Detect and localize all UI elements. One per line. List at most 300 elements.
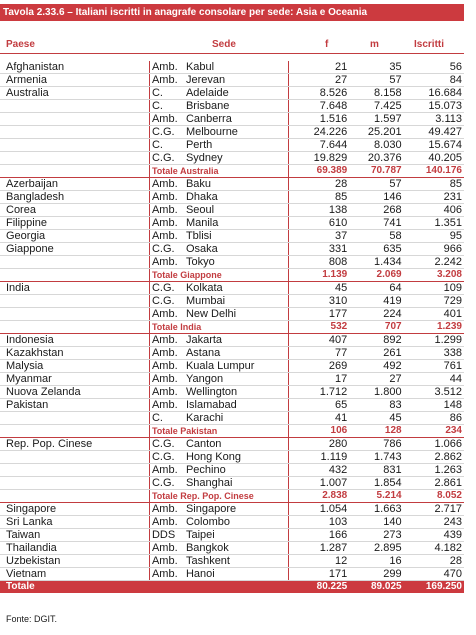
country-cell: Singapore	[0, 503, 149, 516]
f-cell: 69.389	[288, 165, 349, 178]
iscritti-cell: 49.427	[404, 126, 464, 139]
seat-cell	[149, 529, 288, 542]
f-cell: 7.644	[288, 139, 349, 152]
m-cell: 1.663	[349, 503, 403, 516]
m-cell: 741	[349, 217, 403, 230]
m-cell: 786	[349, 438, 403, 451]
seat-name: Dhaka	[185, 191, 218, 203]
subtotal-label: Totale Giappone	[149, 269, 288, 282]
f-cell: 610	[288, 217, 349, 230]
country-cell: Azerbaijan	[0, 178, 149, 191]
f-cell: 138	[288, 204, 349, 217]
seat-cell	[149, 542, 288, 555]
table-row	[0, 113, 464, 126]
subtotal-row	[0, 269, 464, 282]
iscritti-cell: 169.250	[404, 581, 464, 594]
f-cell: 45	[288, 282, 349, 295]
seat-cell	[149, 451, 288, 464]
country-cell	[0, 308, 149, 321]
seat-name: Kuala Lumpur	[185, 360, 255, 372]
seat-cell	[149, 334, 288, 347]
seat-name: Pechino	[185, 464, 226, 476]
m-cell: 5.214	[349, 490, 403, 503]
table-row	[0, 230, 464, 243]
table-row	[0, 243, 464, 256]
seat-name: Perth	[185, 139, 213, 151]
seat-name: Adelaide	[185, 87, 229, 99]
table-row	[0, 87, 464, 100]
table-row	[0, 100, 464, 113]
country-cell	[0, 321, 149, 334]
iscritti-cell: 40.205	[404, 152, 464, 165]
seat-name: Manila	[185, 217, 219, 229]
seat-type: Amb.	[151, 347, 178, 359]
seat-type: Amb.	[151, 542, 178, 554]
table-row	[0, 399, 464, 412]
seat-cell	[149, 100, 288, 113]
iscritti-cell: 86	[404, 412, 464, 425]
seat-name: Taipei	[185, 529, 215, 541]
grand-total-row	[0, 581, 464, 594]
seat-cell	[149, 412, 288, 425]
m-cell: 16	[349, 555, 403, 568]
f-cell: 269	[288, 360, 349, 373]
iscritti-cell: 401	[404, 308, 464, 321]
table-row	[0, 295, 464, 308]
f-cell: 103	[288, 516, 349, 529]
seat-name: Kolkata	[185, 282, 223, 294]
seat-cell	[149, 555, 288, 568]
seat-type: C.G.	[151, 243, 175, 255]
country-cell: Armenia	[0, 74, 149, 87]
f-cell: 12	[288, 555, 349, 568]
iscritti-cell: 231	[404, 191, 464, 204]
country-cell: Pakistan	[0, 399, 149, 412]
m-cell: 7.425	[349, 100, 403, 113]
m-cell: 707	[349, 321, 403, 334]
iscritti-cell: 15.073	[404, 100, 464, 113]
m-cell: 27	[349, 373, 403, 386]
country-cell	[0, 152, 149, 165]
m-cell: 492	[349, 360, 403, 373]
subtotal-row	[0, 321, 464, 334]
m-cell: 224	[349, 308, 403, 321]
seat-type: DDS	[151, 529, 176, 541]
seat-type: Amb.	[151, 230, 178, 242]
seat-type: C.G.	[151, 477, 175, 489]
seat-name: Mumbai	[185, 295, 226, 307]
seat-cell	[149, 438, 288, 451]
iscritti-cell: 761	[404, 360, 464, 373]
seat-name: Astana	[185, 347, 221, 359]
m-cell: 2.069	[349, 269, 403, 282]
f-cell: 41	[288, 412, 349, 425]
country-cell	[0, 113, 149, 126]
seat-cell	[149, 243, 288, 256]
table-row	[0, 373, 464, 386]
m-cell: 268	[349, 204, 403, 217]
seat-cell	[149, 204, 288, 217]
subtotal-label: Totale Rep. Pop. Cinese	[149, 490, 288, 503]
f-cell: 24.226	[288, 126, 349, 139]
iscritti-cell: 56	[404, 61, 464, 74]
seat-name: Islamabad	[185, 399, 237, 411]
m-cell: 1.854	[349, 477, 403, 490]
seat-cell	[149, 230, 288, 243]
country-cell	[0, 126, 149, 139]
seat-cell	[149, 399, 288, 412]
table-row	[0, 555, 464, 568]
iscritti-cell: 1.299	[404, 334, 464, 347]
country-cell: Thailandia	[0, 542, 149, 555]
country-cell: Filippine	[0, 217, 149, 230]
country-cell: Myanmar	[0, 373, 149, 386]
country-cell	[0, 165, 149, 178]
seat-name: Jerevan	[185, 74, 226, 86]
f-cell: 1.139	[288, 269, 349, 282]
seat-cell	[149, 373, 288, 386]
seat-cell	[149, 464, 288, 477]
country-cell	[0, 139, 149, 152]
m-cell: 892	[349, 334, 403, 347]
seat-type: Amb.	[151, 178, 178, 190]
iscritti-cell: 729	[404, 295, 464, 308]
seat-name: Bangkok	[185, 542, 229, 554]
iscritti-cell: 2.862	[404, 451, 464, 464]
iscritti-cell: 3.512	[404, 386, 464, 399]
m-cell: 25.201	[349, 126, 403, 139]
seat-name: Canberra	[185, 113, 232, 125]
iscritti-cell: 148	[404, 399, 464, 412]
iscritti-cell: 1.239	[404, 321, 464, 334]
f-cell: 1.516	[288, 113, 349, 126]
seat-type: Amb.	[151, 191, 178, 203]
f-cell: 77	[288, 347, 349, 360]
f-cell: 7.648	[288, 100, 349, 113]
seat-cell	[149, 256, 288, 269]
seat-type: Amb.	[151, 464, 178, 476]
country-cell	[0, 425, 149, 438]
country-cell: Taiwan	[0, 529, 149, 542]
table-row	[0, 542, 464, 555]
country-cell: Kazakhstan	[0, 347, 149, 360]
seat-type: C.G.	[151, 451, 175, 463]
seat-name: Tblisi	[185, 230, 212, 242]
f-cell: 310	[288, 295, 349, 308]
m-cell: 57	[349, 178, 403, 191]
country-cell: Georgia	[0, 230, 149, 243]
f-cell: 19.829	[288, 152, 349, 165]
seat-type: Amb.	[151, 555, 178, 567]
iscritti-cell: 84	[404, 74, 464, 87]
seat-name: Tashkent	[185, 555, 230, 567]
grand-total-label: Totale	[0, 581, 149, 594]
seat-type: C.G.	[151, 282, 175, 294]
f-cell: 28	[288, 178, 349, 191]
m-cell: 57	[349, 74, 403, 87]
f-cell: 21	[288, 61, 349, 74]
country-cell	[0, 490, 149, 503]
table-row	[0, 516, 464, 529]
table-row	[0, 347, 464, 360]
seat-cell	[149, 477, 288, 490]
seat-type: C.G.	[151, 152, 175, 164]
country-cell	[0, 100, 149, 113]
f-cell: 532	[288, 321, 349, 334]
seat-type: Amb.	[151, 399, 178, 411]
seat-name: New Delhi	[185, 308, 237, 320]
m-cell: 83	[349, 399, 403, 412]
m-cell: 635	[349, 243, 403, 256]
iscritti-cell: 1.351	[404, 217, 464, 230]
m-cell: 58	[349, 230, 403, 243]
table-row	[0, 529, 464, 542]
iscritti-cell: 8.052	[404, 490, 464, 503]
f-cell: 166	[288, 529, 349, 542]
f-cell: 171	[288, 568, 349, 581]
table-row	[0, 61, 464, 74]
country-cell: Australia	[0, 87, 149, 100]
iscritti-cell: 338	[404, 347, 464, 360]
seat-cell	[149, 360, 288, 373]
seat-name: Hong Kong	[185, 451, 241, 463]
seat-type: Amb.	[151, 256, 178, 268]
table-row	[0, 477, 464, 490]
seat-cell	[149, 308, 288, 321]
iscritti-cell: 109	[404, 282, 464, 295]
country-cell	[0, 451, 149, 464]
seat-type: C.	[151, 87, 163, 99]
seat-type: Amb.	[151, 568, 178, 580]
table-row	[0, 256, 464, 269]
f-cell: 1.287	[288, 542, 349, 555]
seat-name: Seoul	[185, 204, 215, 216]
seat-cell	[149, 74, 288, 87]
header-f: f	[325, 39, 329, 50]
subtotal-row	[0, 490, 464, 503]
seat-type: C.G.	[151, 126, 175, 138]
m-cell: 273	[349, 529, 403, 542]
seat-cell	[149, 568, 288, 581]
f-cell: 177	[288, 308, 349, 321]
source-note: Fonte: DGIT.	[6, 614, 58, 624]
seat-cell	[149, 139, 288, 152]
table-row	[0, 126, 464, 139]
country-cell: Uzbekistan	[0, 555, 149, 568]
m-cell: 1.800	[349, 386, 403, 399]
m-cell: 8.030	[349, 139, 403, 152]
iscritti-cell: 243	[404, 516, 464, 529]
iscritti-cell: 406	[404, 204, 464, 217]
seat-type: Amb.	[151, 204, 178, 216]
table-row	[0, 412, 464, 425]
seat-name: Kabul	[185, 61, 215, 73]
iscritti-cell: 234	[404, 425, 464, 438]
seat-type: C.	[151, 100, 163, 112]
table-row	[0, 438, 464, 451]
table-row	[0, 282, 464, 295]
header-sede: Sede	[212, 39, 236, 50]
seat-type: C.	[151, 412, 163, 424]
seat-cell	[149, 217, 288, 230]
m-cell: 70.787	[349, 165, 403, 178]
country-cell: Giappone	[0, 243, 149, 256]
iscritti-cell: 439	[404, 529, 464, 542]
country-cell: Afghanistan	[0, 61, 149, 74]
m-cell: 831	[349, 464, 403, 477]
seat-name: Sydney	[185, 152, 223, 164]
iscritti-cell: 2.861	[404, 477, 464, 490]
seat-cell	[149, 152, 288, 165]
f-cell: 1.119	[288, 451, 349, 464]
f-cell: 808	[288, 256, 349, 269]
table-row	[0, 464, 464, 477]
country-cell: Corea	[0, 204, 149, 217]
country-cell: India	[0, 282, 149, 295]
country-cell: Malysia	[0, 360, 149, 373]
f-cell: 17	[288, 373, 349, 386]
seat-type: Amb.	[151, 360, 178, 372]
iscritti-cell: 2.717	[404, 503, 464, 516]
table-row	[0, 178, 464, 191]
seat-name: Melbourne	[185, 126, 238, 138]
seat-type: Amb.	[151, 334, 178, 346]
iscritti-cell: 85	[404, 178, 464, 191]
country-cell	[0, 412, 149, 425]
seat-name: Baku	[185, 178, 212, 190]
seat-cell	[149, 282, 288, 295]
table-header	[0, 39, 464, 54]
m-cell: 299	[349, 568, 403, 581]
iscritti-cell: 44	[404, 373, 464, 386]
m-cell: 140	[349, 516, 403, 529]
grand-total-spacer	[149, 581, 288, 594]
m-cell: 146	[349, 191, 403, 204]
header-paese: Paese	[6, 39, 35, 50]
seat-name: Karachi	[185, 412, 224, 424]
seat-name: Osaka	[185, 243, 218, 255]
country-cell: Rep. Pop. Cinese	[0, 438, 149, 451]
f-cell: 8.526	[288, 87, 349, 100]
seat-cell	[149, 178, 288, 191]
country-cell	[0, 464, 149, 477]
f-cell: 280	[288, 438, 349, 451]
seat-type: Amb.	[151, 113, 178, 125]
seat-name: Wellington	[185, 386, 238, 398]
seat-type: C.	[151, 139, 163, 151]
seat-name: Tokyo	[185, 256, 215, 268]
seat-type: Amb.	[151, 74, 178, 86]
f-cell: 432	[288, 464, 349, 477]
f-cell: 65	[288, 399, 349, 412]
iscritti-cell: 4.182	[404, 542, 464, 555]
country-cell: Nuova Zelanda	[0, 386, 149, 399]
m-cell: 20.376	[349, 152, 403, 165]
m-cell: 1.743	[349, 451, 403, 464]
subtotal-label: Totale Australia	[149, 165, 288, 178]
seat-name: Brisbane	[185, 100, 230, 112]
iscritti-cell: 3.208	[404, 269, 464, 282]
subtotal-row	[0, 165, 464, 178]
m-cell: 35	[349, 61, 403, 74]
seat-type: Amb.	[151, 503, 178, 515]
seat-cell	[149, 295, 288, 308]
seat-cell	[149, 61, 288, 74]
table-row	[0, 152, 464, 165]
table-row	[0, 74, 464, 87]
table-title: Tavola 2.33.6 – Italiani iscritti in anagrafe consolare per sede: Asia e Oceania	[0, 4, 464, 21]
m-cell: 8.158	[349, 87, 403, 100]
seat-cell	[149, 503, 288, 516]
header-iscritti: Iscritti	[414, 39, 445, 50]
seat-type: Amb.	[151, 61, 178, 73]
country-cell: Vietnam	[0, 568, 149, 581]
seat-type: Amb.	[151, 516, 178, 528]
seat-type: Amb.	[151, 373, 178, 385]
iscritti-cell: 1.263	[404, 464, 464, 477]
table-row	[0, 360, 464, 373]
table-row	[0, 386, 464, 399]
country-cell	[0, 269, 149, 282]
f-cell: 2.838	[288, 490, 349, 503]
seat-type: C.G.	[151, 295, 175, 307]
f-cell: 85	[288, 191, 349, 204]
table-row	[0, 503, 464, 516]
seat-cell	[149, 191, 288, 204]
header-m: m	[370, 39, 379, 50]
m-cell: 1.434	[349, 256, 403, 269]
seat-name: Jakarta	[185, 334, 223, 346]
m-cell: 2.895	[349, 542, 403, 555]
f-cell: 80.225	[288, 581, 349, 594]
m-cell: 128	[349, 425, 403, 438]
m-cell: 89.025	[349, 581, 403, 594]
iscritti-cell: 16.684	[404, 87, 464, 100]
f-cell: 1.007	[288, 477, 349, 490]
subtotal-label: Totale Pakistan	[149, 425, 288, 438]
iscritti-cell: 95	[404, 230, 464, 243]
table-row	[0, 204, 464, 217]
m-cell: 261	[349, 347, 403, 360]
country-cell	[0, 295, 149, 308]
iscritti-cell: 140.176	[404, 165, 464, 178]
iscritti-cell: 470	[404, 568, 464, 581]
table-row	[0, 191, 464, 204]
table-row	[0, 451, 464, 464]
m-cell: 1.597	[349, 113, 403, 126]
table-row	[0, 308, 464, 321]
f-cell: 27	[288, 74, 349, 87]
seat-type: Amb.	[151, 308, 178, 320]
f-cell: 407	[288, 334, 349, 347]
subtotal-row	[0, 425, 464, 438]
country-cell: Sri Lanka	[0, 516, 149, 529]
seat-name: Canton	[185, 438, 222, 450]
country-cell	[0, 256, 149, 269]
seat-name: Yangon	[185, 373, 224, 385]
iscritti-cell: 966	[404, 243, 464, 256]
seat-cell	[149, 516, 288, 529]
iscritti-cell: 28	[404, 555, 464, 568]
f-cell: 37	[288, 230, 349, 243]
table-row	[0, 217, 464, 230]
f-cell: 1.054	[288, 503, 349, 516]
m-cell: 419	[349, 295, 403, 308]
seat-cell	[149, 347, 288, 360]
f-cell: 331	[288, 243, 349, 256]
country-cell: Indonesia	[0, 334, 149, 347]
subtotal-label: Totale India	[149, 321, 288, 334]
